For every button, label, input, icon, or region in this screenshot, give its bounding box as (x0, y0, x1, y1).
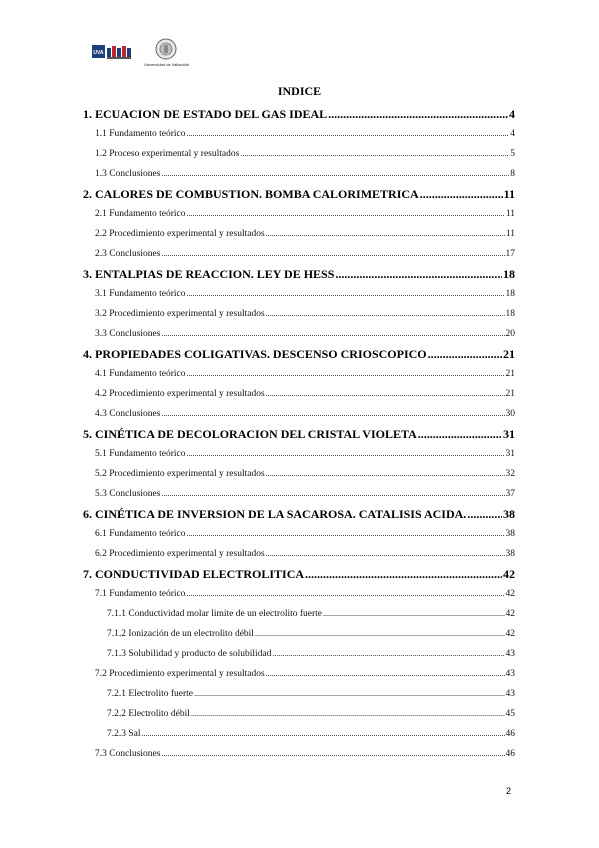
toc-chapter-entry[interactable] (83, 424, 515, 444)
toc-entry-page: 42 (505, 629, 515, 639)
toc-entry-label: 5.3 Conclusiones (95, 489, 161, 499)
toc-leader-dots (187, 444, 505, 464)
toc-entry-page: 43 (505, 669, 515, 679)
toc-leader-dots (418, 424, 502, 444)
toc-subsection-entry[interactable] (83, 384, 515, 404)
toc-entry-page: 42 (503, 567, 515, 581)
toc-entry-label: 7. CONDUCTIVIDAD ELECTROLITICA (83, 567, 305, 581)
toc-subsection-entry[interactable] (83, 624, 515, 644)
toc-chapter-entry[interactable] (83, 184, 515, 204)
toc-leader-dots (266, 664, 505, 684)
toc-entry-label: 7.2.3 Sal (107, 729, 141, 739)
toc-entry-page: 11 (503, 187, 515, 201)
toc-entry-page: 31 (505, 449, 515, 459)
toc-subsection-entry[interactable] (83, 644, 515, 664)
toc-entry-page: 17 (505, 249, 515, 259)
toc-leader-dots (187, 584, 505, 604)
toc-leader-dots (323, 604, 504, 624)
toc-subsection-entry[interactable] (83, 744, 515, 764)
toc-entry-page: 30 (505, 409, 515, 419)
toc-leader-dots (335, 264, 502, 284)
toc-entry-label: 7.2.1 Electrolito fuerte (107, 689, 193, 699)
toc-entry-label: 7.1 Fundamento teórico (95, 589, 186, 599)
toc-subsection-entry[interactable] (83, 224, 515, 244)
toc-leader-dots (240, 144, 509, 164)
page-title: INDICE (277, 84, 322, 98)
toc-entry-label: 1.3 Conclusiones (95, 169, 161, 179)
toc-subsection-entry[interactable] (83, 524, 515, 544)
toc-entry-label: 2.1 Fundamento teórico (95, 209, 186, 219)
toc-entry-page: 21 (505, 389, 515, 399)
toc-leader-dots (161, 164, 509, 184)
toc-entry-label: 7.3 Conclusiones (95, 749, 161, 759)
toc-subsection-entry[interactable] (83, 704, 515, 724)
toc-subsection-entry[interactable] (83, 324, 515, 344)
toc-entry-label: 7.1.2 Ionización de un electrolito débil (107, 629, 254, 639)
toc-entry-page: 4 (509, 107, 515, 121)
uva-logo (92, 44, 134, 60)
toc-leader-dots (194, 684, 505, 704)
toc-leader-dots (161, 324, 504, 344)
toc-chapter-entry[interactable] (83, 344, 515, 364)
toc-entry-label: 3.2 Procedimiento experimental y resultados (95, 309, 265, 319)
toc-leader-dots (272, 644, 504, 664)
toc-entry-page: 18 (503, 267, 515, 281)
toc-subsection-entry[interactable] (83, 164, 515, 184)
toc-chapter-entry[interactable] (83, 504, 515, 524)
toc-entry-page: 11 (505, 209, 515, 219)
toc-subsection-entry[interactable] (83, 144, 515, 164)
toc-entry-label: 2. CALORES DE COMBUSTION. BOMBA CALORIMETRICA (83, 187, 419, 201)
toc-leader-dots (142, 724, 505, 744)
toc-leader-dots (266, 464, 505, 484)
toc-subsection-entry[interactable] (83, 464, 515, 484)
toc-entry-page: 8 (510, 169, 515, 179)
toc-entry-label: 2.3 Conclusiones (95, 249, 161, 259)
toc-leader-dots (428, 344, 502, 364)
toc-entry-label: 6. CINÉTICA DE INVERSION DE LA SACAROSA. CATALISIS ACIDA. (83, 507, 467, 521)
toc-subsection-entry[interactable] (83, 664, 515, 684)
toc-entry-label: 1.1 Fundamento teórico (95, 129, 186, 139)
toc-entry-page: 20 (505, 329, 515, 339)
toc-leader-dots (266, 544, 505, 564)
toc-entry-label: 7.2 Procedimiento experimental y resultados (95, 669, 265, 679)
toc-entry-page: 43 (505, 649, 515, 659)
toc-subsection-entry[interactable] (83, 304, 515, 324)
toc-chapter-entry[interactable] (83, 104, 515, 124)
toc-entry-label: 4. PROPIEDADES COLIGATIVAS. DESCENSO CRIOSCOPICO (83, 347, 427, 361)
toc-entry-page: 37 (505, 489, 515, 499)
toc-entry-page: 46 (505, 729, 515, 739)
toc-subsection-entry[interactable] (83, 204, 515, 224)
toc-entry-label: 2.2 Procedimiento experimental y resultados (95, 229, 265, 239)
toc-entry-page: 46 (505, 749, 515, 759)
toc-entry-page: 45 (505, 709, 515, 719)
toc-leader-dots (187, 524, 505, 544)
toc-leader-dots (187, 204, 505, 224)
toc-entry-page: 38 (503, 507, 515, 521)
toc-leader-dots (187, 124, 510, 144)
toc-entry-label: 5. CINÉTICA DE DECOLORACION DEL CRISTAL VIOLETA (83, 427, 417, 441)
toc-entry-label: 7.1.1 Conductividad molar limite de un electrolito fuerte (107, 609, 323, 619)
toc-subsection-entry[interactable] (83, 544, 515, 564)
toc-entry-label: 6.1 Fundamento teórico (95, 529, 186, 539)
toc-subsection-entry[interactable] (83, 444, 515, 464)
toc-entry-label: 4.2 Procedimiento experimental y resultados (95, 389, 265, 399)
toc-entry-page: 21 (503, 347, 515, 361)
toc-entry-page: 42 (505, 589, 515, 599)
toc-entry-page: 38 (505, 529, 515, 539)
toc-leader-dots (305, 564, 502, 584)
toc-entry-label: 4.1 Fundamento teórico (95, 369, 186, 379)
toc-entry-label: 5.1 Fundamento teórico (95, 449, 186, 459)
toc-leader-dots (467, 504, 502, 524)
toc-leader-dots (328, 104, 508, 124)
seal-icon (155, 38, 177, 60)
toc-leader-dots (161, 244, 504, 264)
toc-entry-page: 4 (510, 129, 515, 139)
toc-subsection-entry[interactable] (83, 124, 515, 144)
toc-subsection-entry[interactable] (83, 364, 515, 384)
toc-entry-label: 1.2 Proceso experimental y resultados (95, 149, 240, 159)
toc-leader-dots (266, 224, 505, 244)
toc-leader-dots (161, 744, 504, 764)
toc-leader-dots (266, 384, 505, 404)
toc-entry-page: 32 (505, 469, 515, 479)
toc-entry-label: 4.3 Conclusiones (95, 409, 161, 419)
toc-leader-dots (187, 284, 505, 304)
toc-entry-label: 3.3 Conclusiones (95, 329, 161, 339)
seal-caption: Universidad de Valladolid (144, 62, 189, 67)
toc-entry-page: 11 (505, 229, 515, 239)
toc-entry-page: 31 (503, 427, 515, 441)
toc-subsection-entry[interactable] (83, 684, 515, 704)
toc-subsection-entry[interactable] (83, 724, 515, 744)
toc-entry-label: 6.2 Procedimiento experimental y resultados (95, 549, 265, 559)
toc-leader-dots (255, 624, 505, 644)
toc-subsection-entry[interactable] (83, 604, 515, 624)
toc-leader-dots (161, 484, 504, 504)
university-seal-logo (144, 38, 189, 68)
toc-entry-label: 7.2.2 Electrolito débil (107, 709, 190, 719)
toc-entry-page: 21 (505, 369, 515, 379)
toc-entry-label: 3. ENTALPIAS DE REACCION. LEY DE HESS (83, 267, 335, 281)
toc-leader-dots (191, 704, 505, 724)
toc-entry-page: 43 (505, 689, 515, 699)
toc-subsection-entry[interactable] (83, 404, 515, 424)
toc-entry-page: 18 (505, 309, 515, 319)
toc-entry-label: 7.1.3 Solubilidad y producto de solubilidad (107, 649, 272, 659)
toc-leader-dots (266, 304, 505, 324)
page-header (92, 36, 212, 70)
table-of-contents (83, 104, 515, 764)
toc-chapter-entry[interactable] (83, 564, 515, 584)
toc-entry-page: 42 (505, 609, 515, 619)
toc-entry-page: 18 (505, 289, 515, 299)
svg-text:UVA: UVA (93, 50, 104, 56)
toc-leader-dots (161, 404, 504, 424)
toc-chapter-entry[interactable] (83, 264, 515, 284)
toc-entry-label: 3.1 Fundamento teórico (95, 289, 186, 299)
toc-entry-label: 1. ECUACION DE ESTADO DEL GAS IDEAL (83, 107, 328, 121)
toc-entry-label: 5.2 Procedimiento experimental y resultados (95, 469, 265, 479)
toc-subsection-entry[interactable] (83, 484, 515, 504)
toc-entry-page: 38 (505, 549, 515, 559)
toc-subsection-entry[interactable] (83, 284, 515, 304)
toc-leader-dots (420, 184, 503, 204)
toc-subsection-entry[interactable] (83, 244, 515, 264)
page-number: 2 (505, 786, 511, 796)
toc-subsection-entry[interactable] (83, 584, 515, 604)
toc-entry-page: 5 (510, 149, 515, 159)
toc-leader-dots (187, 364, 505, 384)
